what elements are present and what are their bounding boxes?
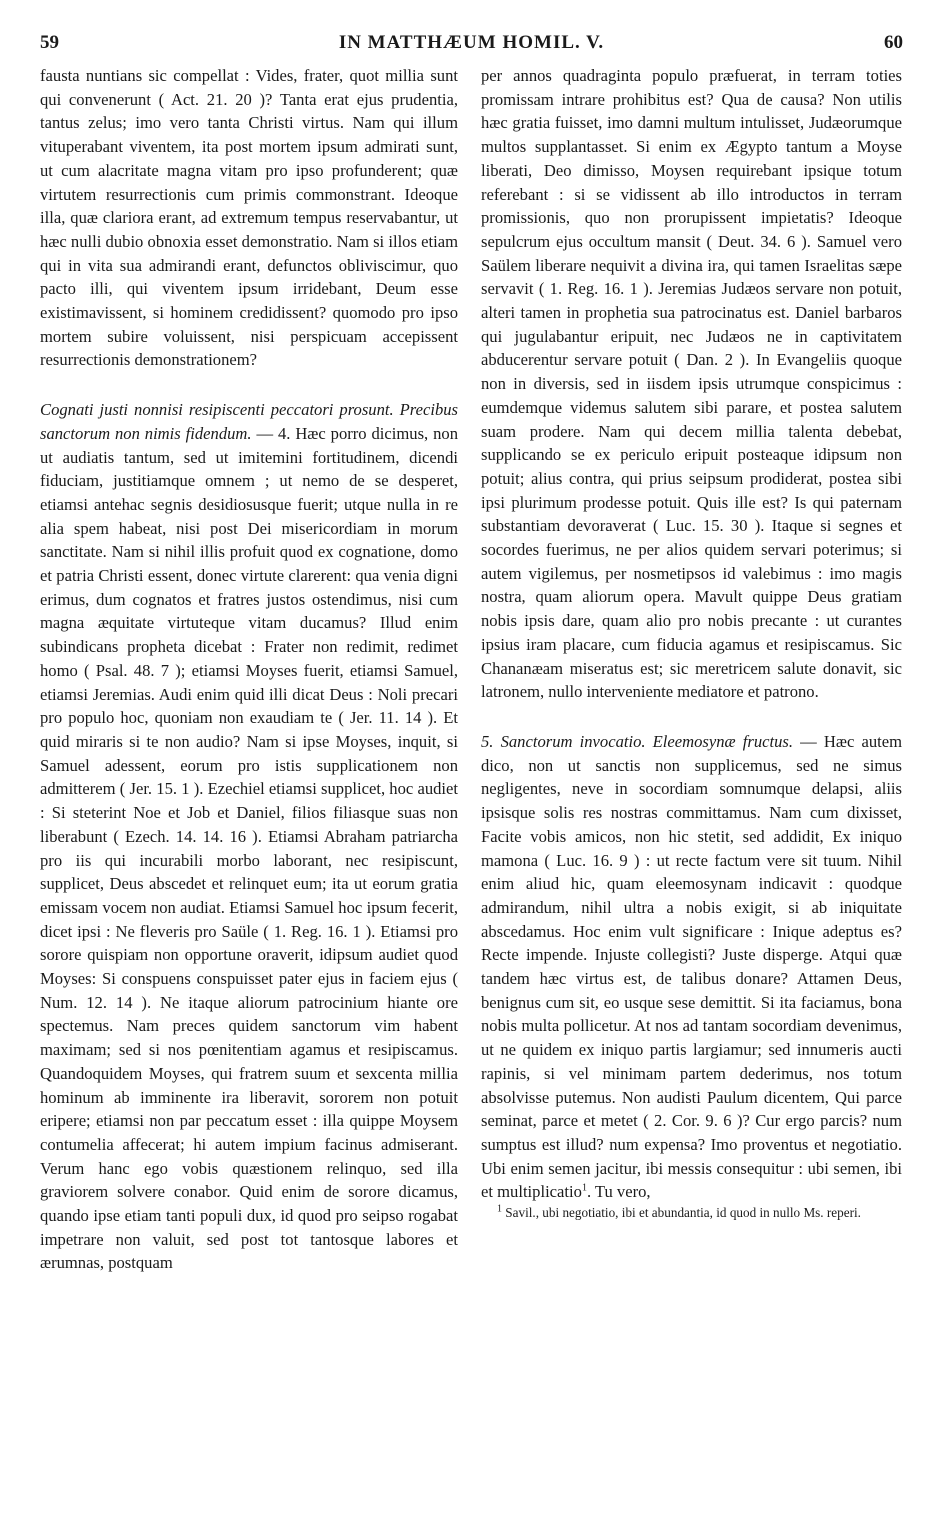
- footnote: [481, 1204, 902, 1221]
- section-heading: Cognati justi nonnisi resipiscenti peccatori prosunt. Precibus sanctorum non nimis fidendum.: [40, 400, 458, 443]
- paragraph: fausta nuntians sic compellat : Vides, frater, quot millia sunt qui convenerunt ( Act. 21. 20 )? Tanta erat ejus prudentia, tantus zelus; imo vero tanta Christi virtus. Nam qui illum vituperabant viventem, ita post mortem ipsum admirati sunt, ut cum alacritate magna vitam pro ipso profunderent; quæ virtutem resurrectionis cum primis commonstrant. Ideoque illa, quæ clariora erant, ad extremum tempus reservabantur, ut hæc nulli dubio obnoxia esset demonstratio. Nam si illos etiam qui in vita sua admirandi erant, defunctos obliviscimur, quo pacto illi, qui viventem ipsum irridebant, Deum esse existimavissent, si hominem credidissent? quomodo pro ipso mortem subire voluissent, nisi perspicuam accepissent resurrectionis demonstrationem?: [40, 66, 458, 370]
- page-number-left: 59: [40, 32, 59, 53]
- paragraph: per annos quadraginta populo præfuerat, in terram toties promissam intrare prohibitus est? Qua de causa? Non utilis hæc gratia fuisset, imo damni multum intulisset, Judæorumque multos supplantasset. Si enim ex Ægypto tantum a Moyse liberati, Deo dimisso, Moysen requirebant ipsique totum referebant : si se vidissent ab illo introductos in terram promissionis, quo non prorupissent impietatis? Ideoque sepulcrum ejus occultum mansit ( Deut. 34. 6 ). Samuel vero Saülem liberare nequivit a divina ira, qui tamen Israelitas sæpe servavit ( 1. Reg. 16. 1 ). Jeremias Judæos servare non potuit, alteri tamen in prophetia sua patrocinatus est. Daniel barbaros qui jugulabantur eripuit, nec Judæos ne in captivitatem abducerentur servare potuit ( Dan. 2 ). In Evangeliis quoque non in diversis, sed in iisdem ipsis utrumque conspicimus : eumdemque videmus salutem sibi parare, et postea salutem suam prodere. Nam qui decem millia talenta debebat, supplicando se ex periculo eripuit posteaque idipsum non potuit; alius contra, qui prius seipsum prodiderat, postea sibi ipsi plurimum prodesse potuit. Quis ille est? Is qui paternam substantiam devoraverat ( Luc. 15. 30 ). Itaque si segnes et socordes fuerimus, ne per alios quidem servari poterimus; si autem vigilemus, per nosmetipsos id valebimus : imo magis nostra, quam aliorum opera. Mavult quippe Deus gratiam nobis ipsis dare, quam alio pro nobis precante : ut curantes ipsius iram placare, cum fiducia agamus et resipiscamus. Sic Chananæam miseratus est; sic meretricem salute donavit, sic latronem, nullo interveniente mediatore et patrono.: [481, 66, 902, 702]
- running-title: IN MATTHÆUM HOMIL. V.: [338, 32, 605, 53]
- section-paragraph: [40, 398, 458, 1275]
- right-column: [481, 64, 902, 1221]
- section-heading: 5. Sanctorum invocatio. Eleemosynæ fructus.: [481, 731, 793, 751]
- running-header: [40, 32, 903, 62]
- section-paragraph: [481, 730, 902, 1204]
- footnote-mark: 1: [497, 1203, 502, 1215]
- left-column: [40, 64, 458, 1275]
- footnote-text: Savil., ubi negotiatio, ibi et abundantia, id quod in nullo Ms. reperi.: [505, 1205, 861, 1221]
- paragraph-text: — Hæc autem dico, non ut sanctis non supplicemus, sed ne simus negligentes, neve in socordiam somnumque delapsi, aliis ipsisque solis res nostras committamus. Nam cum dixisset, Facite vobis amicos, non hic stetit, sed addidit, Ex iniquo mamona ( Luc. 16. 9 ) : ut recte factum vere sit tuum. Nihil enim aliud hic, quam eleemosynam indicavit : quodque admirandum, nihil ultra a nobis exigit, si ab iniquitate abscedamus. Hoc enim vult significare : Inique adeptus es? Recte impende. Injuste collegisti? Juste disperge. Atqui quæ tandem hæc virtus est, de talibus donare? Attamen Deus, benignus cum sit, eo usque sese demittit. Si ita faciamus, bona nobis multa pollicetur. At nos ad tantam socordiam devenimus, ut ne quidem ex iniquo partis largiamur; sed innumeris aucti rapinis, si vel minimam partem dederimus, nos totum absolvisse putemus. Non audisti Paulum dicentem, Qui parce seminat, parce et metet ( 2. Cor. 9. 6 )? Cur ergo parcis? num sumptus est illud? num expensa? Imo proventus et negotiatio. Ubi enim semen jacitur, ibi messis consequitur : ubi semen, ibi et multiplicatio: [481, 731, 902, 1202]
- footnote-ref: 1: [581, 1182, 587, 1194]
- paragraph-text-end: . Tu vero,: [586, 1182, 651, 1202]
- paragraph-text: — 4. Hæc porro dicimus, non ut audiatis tantum, sed ut imitemini fortitudinem, dicendi fiduciam, justitiamque omnem ; ut nemo de se desperet, etiamsi antehac segnis desidiosusque fuerit; utque nulla in re alia spem habeat, nisi post Dei misericordiam in morum sanctitate. Nam si nihil illis profuit quod ex cognatione, domo et patria Christi essent, donec virtute clarerent: qua venia digni erimus, dum cognatos et fratres justos ostendimus, nisi cum magna æquitate virtuteque vitam ducamus? Illud enim subindicans propheta dicebat : Frater non redimit, redimet homo ( Psal. 48. 7 ); etiamsi Moyses fuerit, etiamsi Samuel, etiamsi Jeremias. Audi enim quid illi dicat Deus : Noli precari pro populo hoc, quoniam non exaudiam te ( Jer. 11. 14 ). Et quid miraris si te non audio? Nam si ipse Moyses, inquit, si Samuel adessent, eorum pro istis supplicationem non admitterem ( Jer. 15. 1 ). Ezechiel etiamsi supplicet, hoc audiet : Si steterint Noe et Job et Daniel, filios filiasque suas non liberabunt ( Ezech. 14. 14. 16 ). Etiamsi Abraham patriarcha pro iis qui incurabili morbo laborant, nec resipiscunt, supplicet, Deus abscedet et relinquet eum; ita ut eorum gratia emissam vocem non audiat. Etiamsi Samuel hoc ipsum fecerit, dicet ipsi : Ne fleveris pro Saüle ( 1. Reg. 16. 1 ). Etiamsi pro sorore quispiam non opportune oraverit, idipsum audiet quod Moyses: Si conspuens conspuisset pater ejus in faciem ejus ( Num. 12. 14 ). Ne itaque aliorum patrocinium hiante ore spectemus. Nam preces quidem sanctorum vim habent maximam; sed si nos pœnitentiam agamus et resipiscamus. Quandoquidem Moyses, qui fratrem suum et sexcenta millia hominum ab imminente ira liberavit, sororem non potuit eripere; etiamsi non par peccatum esset : illa quippe Moysem contumelia affecerat; hi autem impium facinus admiserant. Verum hanc ego vobis quæstionem relinquo, sed illa graviorem solvere conabor. Quid enim de sorore dicamus, quando ipse etiam tanti populi dux, id quod pro seipso rogabat impetrare non valuit, sed post tot tantosque labores et ærumnas, postquam: [40, 423, 458, 1273]
- page-number-right: 60: [884, 32, 903, 53]
